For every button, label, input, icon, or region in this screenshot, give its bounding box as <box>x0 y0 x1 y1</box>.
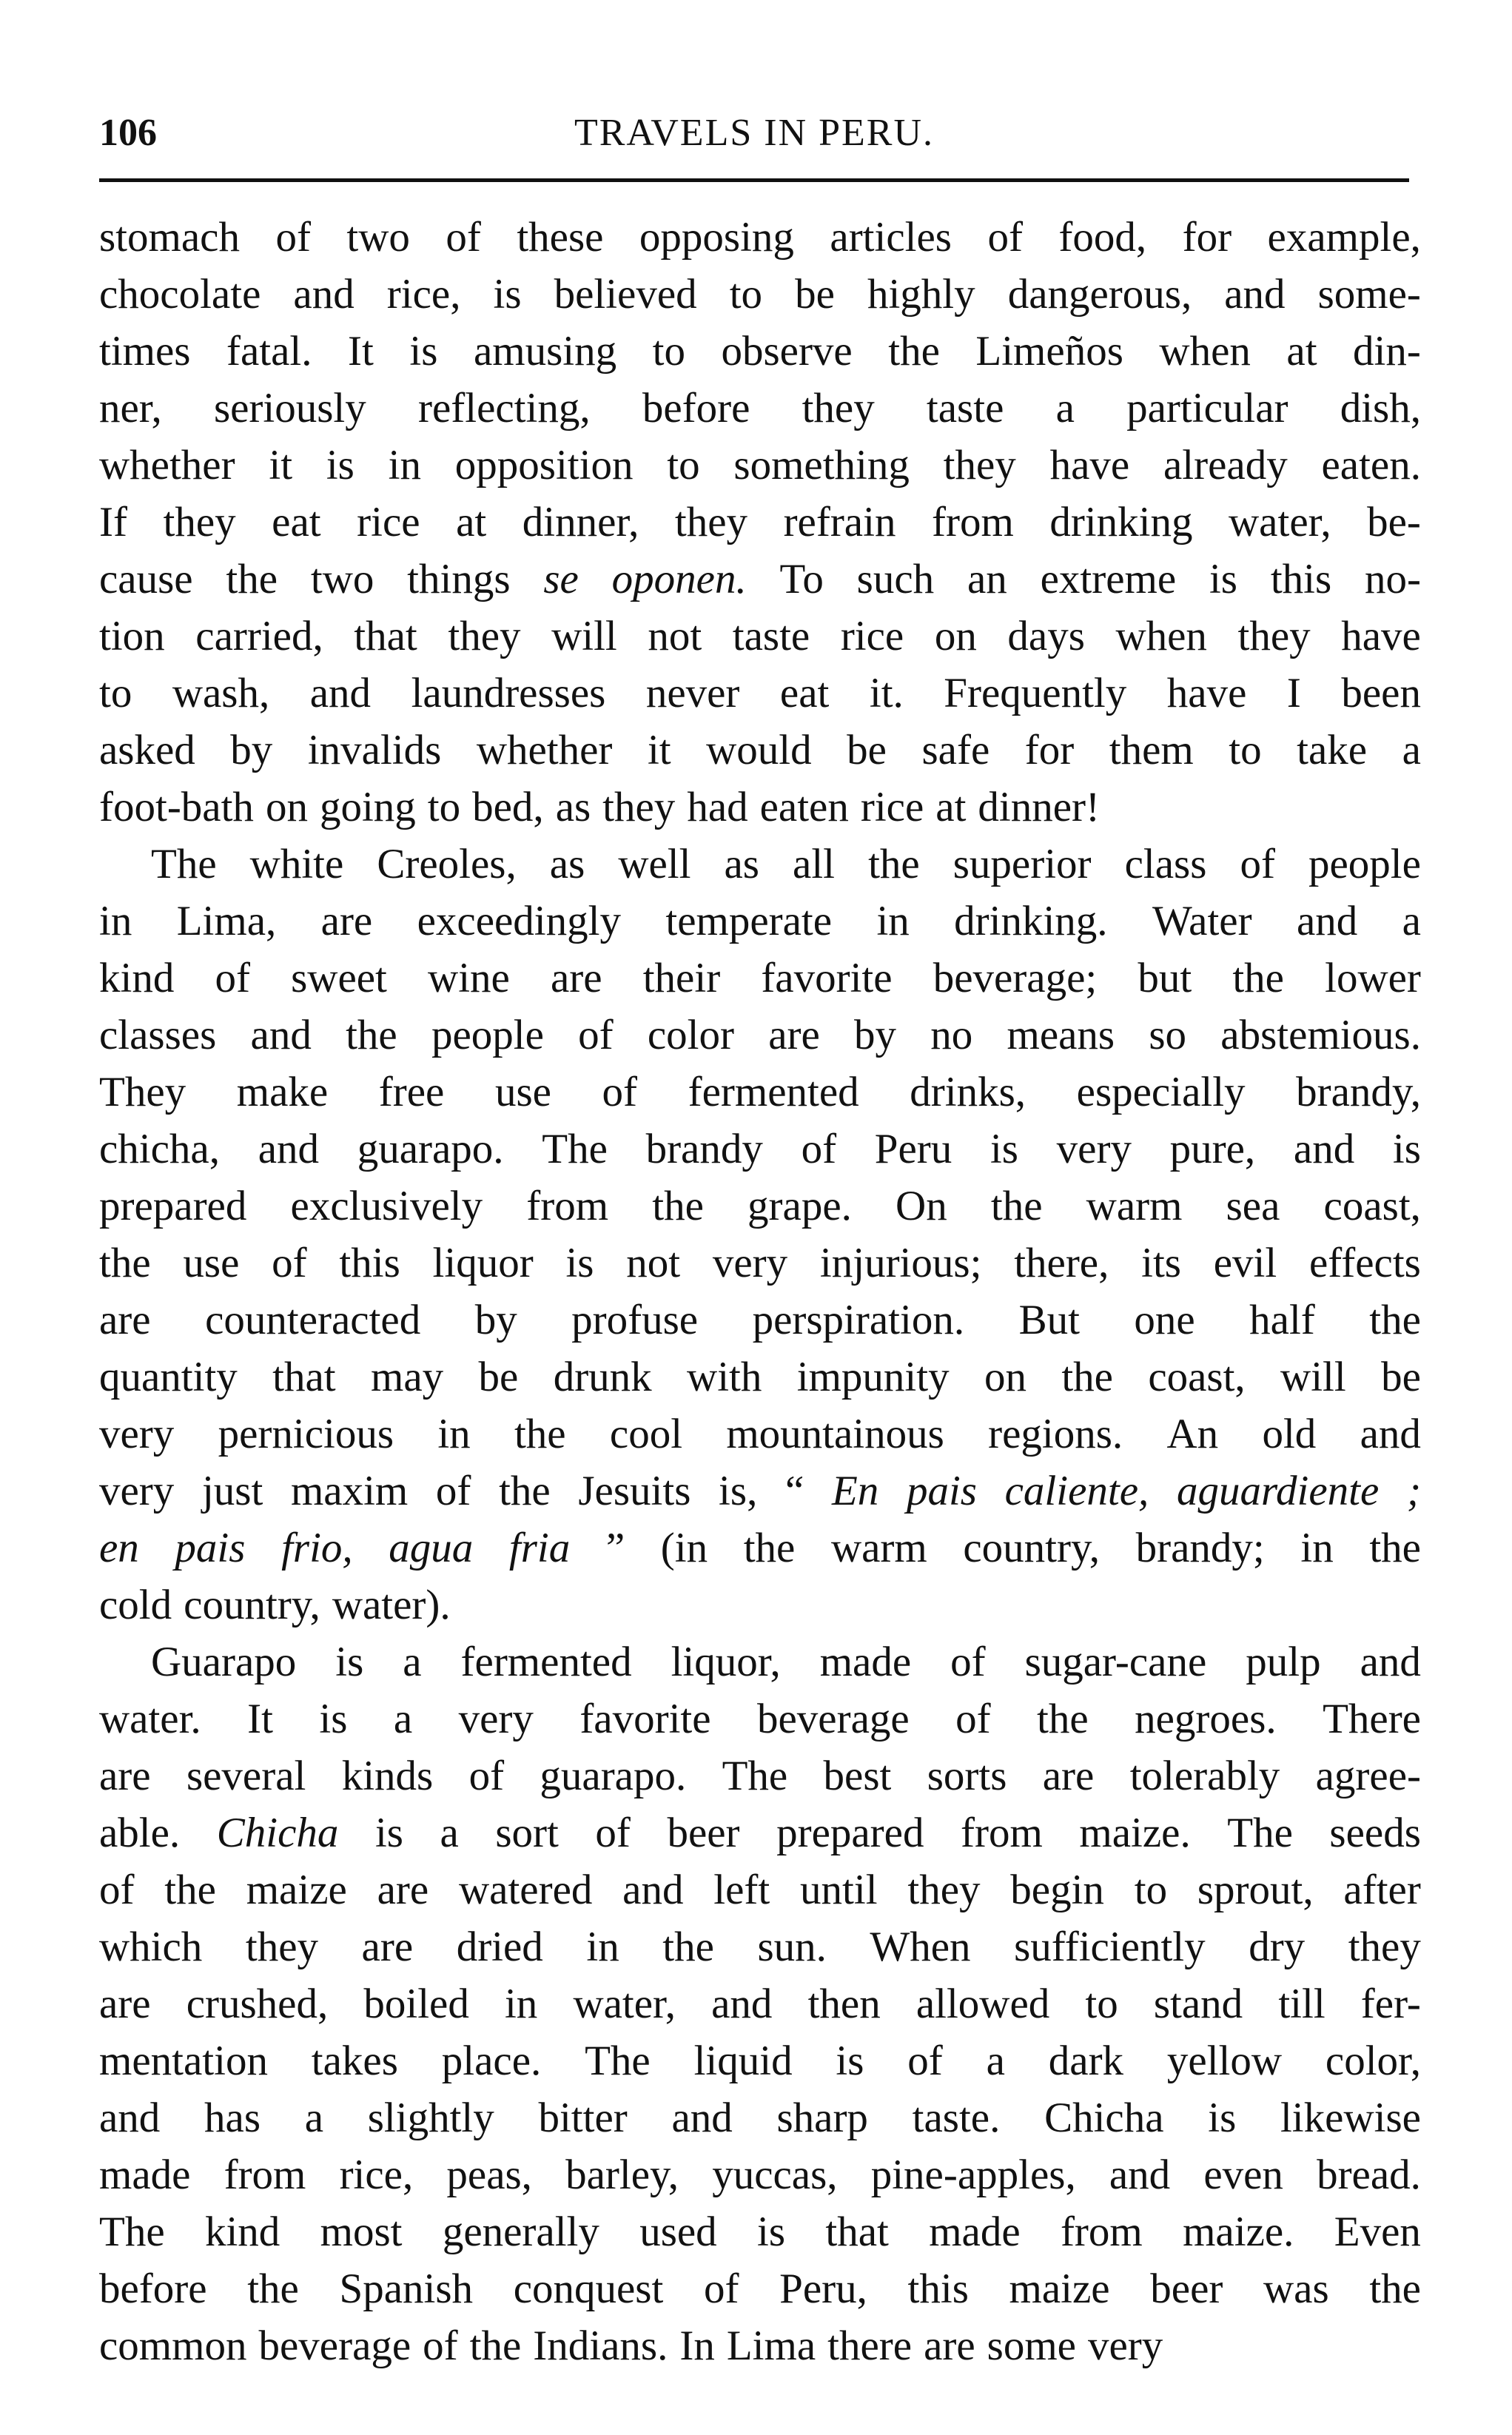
text-line: very pernicious in the cool mountainous regions. An old and <box>99 1411 1421 1457</box>
page-number: 106 <box>99 112 157 154</box>
text-line: very just maxim of the Jesuits is, “ En pais caliente, aguardiente ; <box>99 1468 1421 1514</box>
text-line: quantity that may be drunk with impunity on the coast, will be <box>99 1354 1421 1400</box>
text-line: mentation takes place. The liquid is of a dark yellow color, <box>99 2038 1421 2084</box>
text-line: common beverage of the Indians. In Lima there are some very <box>99 2323 1163 2369</box>
text-line: which they are dried in the sun. When sufficiently dry they <box>99 1924 1421 1970</box>
text-line: asked by invalids whether it would be safe for them to take a <box>99 727 1421 773</box>
text-line: prepared exclusively from the grape. On the warm sea coast, <box>99 1183 1421 1229</box>
text-line: en pais frio, agua fria ” (in the warm country, brandy; in the <box>99 1525 1421 1571</box>
text-line: times fatal. It is amusing to observe the Limeños when at din- <box>99 328 1421 375</box>
text-line: cold country, water). <box>99 1582 451 1628</box>
text-line: chocolate and rice, is believed to be highly dangerous, and some- <box>99 271 1421 318</box>
text-line: If they eat rice at dinner, they refrain from drinking water, be- <box>99 499 1421 545</box>
text-line: Guarapo is a fermented liquor, made of sugar-cane pulp and <box>151 1639 1421 1685</box>
page-body <box>99 209 1421 2374</box>
text-line: are crushed, boiled in water, and then allowed to stand till fer- <box>99 1981 1421 2027</box>
text-line: before the Spanish conquest of Peru, this maize beer was the <box>99 2266 1421 2312</box>
text-line: in Lima, are exceedingly temperate in drinking. Water and a <box>99 898 1421 944</box>
text-line: ner, seriously reflecting, before they taste a particular dish, <box>99 385 1421 431</box>
running-title: TRAVELS IN PERU. <box>574 112 935 154</box>
text-line: whether it is in opposition to something they have already eaten. <box>99 442 1421 488</box>
header-rule <box>99 178 1409 182</box>
text-line: able. Chicha is a sort of beer prepared from maize. The seeds <box>99 1810 1421 1856</box>
text-line: kind of sweet wine are their favorite beverage; but the lower <box>99 955 1421 1001</box>
text-line: tion carried, that they will not taste rice on days when they have <box>99 613 1421 659</box>
text-line: and has a slightly bitter and sharp taste. Chicha is likewise <box>99 2095 1421 2141</box>
text-line: chicha, and guarapo. The brandy of Peru is very pure, and is <box>99 1126 1421 1172</box>
running-header <box>99 107 1409 159</box>
text-line: cause the two things se oponen. To such an extreme is this no- <box>99 556 1421 602</box>
text-line: classes and the people of color are by no means so abstemious. <box>99 1012 1421 1058</box>
text-line: to wash, and laundresses never eat it. Frequently have I been <box>99 670 1421 716</box>
text-line: The white Creoles, as well as all the superior class of people <box>151 841 1421 887</box>
text-line: are counteracted by profuse perspiration. But one half the <box>99 1297 1421 1343</box>
text-line: of the maize are watered and left until they begin to sprout, after <box>99 1867 1421 1913</box>
text-line: The kind most generally used is that made from maize. Even <box>99 2209 1421 2255</box>
text-line: the use of this liquor is not very injurious; there, its evil effects <box>99 1240 1421 1286</box>
text-line: foot-bath on going to bed, as they had eaten rice at dinner! <box>99 784 1101 830</box>
text-line: made from rice, peas, barley, yuccas, pine-apples, and even bread. <box>99 2152 1421 2198</box>
text-line: stomach of two of these opposing articles of food, for example, <box>99 214 1421 261</box>
text-line: are several kinds of guarapo. The best sorts are tolerably agree- <box>99 1753 1421 1799</box>
text-line: water. It is a very favorite beverage of the negroes. There <box>99 1696 1421 1742</box>
text-line: They make free use of fermented drinks, especially brandy, <box>99 1069 1421 1115</box>
